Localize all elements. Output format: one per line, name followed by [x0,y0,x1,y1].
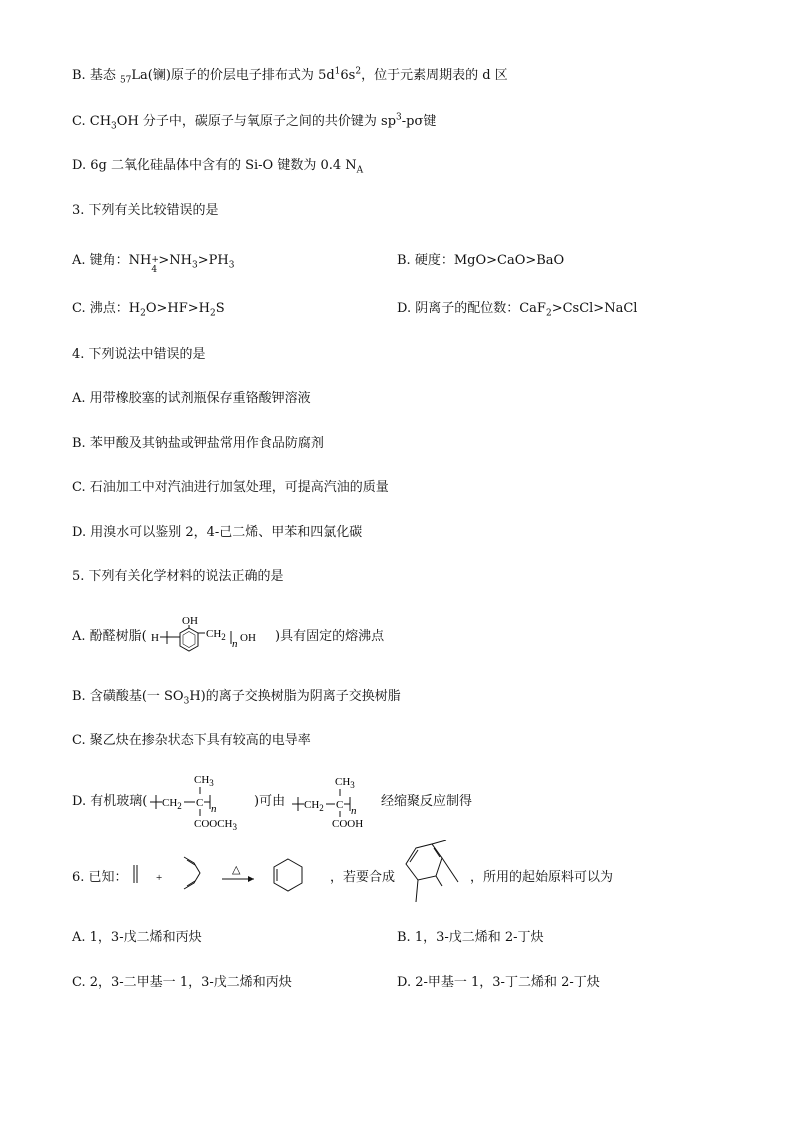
q6-option-d: D. 2-甲基一 1，3-丁二烯和 2-丁炔 [397,975,600,990]
q2-option-d: D. 6g 二氧化硅晶体中含有的 Si-O 键数为 0.4 $N_A$ [72,158,364,176]
heat-delta-label: △ [232,864,241,876]
repeat-n-label: n [232,638,238,650]
q3-option-a: A. 键角：NH + 4 $>NH_3>PH_3$ [72,253,235,275]
q2-option-c: C. $CH_3OH$ 分子中，碳原子与氧原子之间的共价键为 $sp^3-p\sigma$键 [72,112,437,132]
acid-n-label: n [351,805,357,817]
q3-stem: 3. 下列有关比较错误的是 [72,203,219,218]
pmma-ch2-label: $CH_2$ [162,797,182,811]
q6-stem-prefix: 6. 已知： [72,870,128,885]
q6-option-a: A. 1，3-戊二烯和丙炔 [72,930,202,945]
q5-option-d-suffix: 经缩聚反应制得 [381,794,473,809]
q6-option-b: B. 1，3-戊二烯和 2-丁炔 [397,930,544,945]
q6-stem-middle: ，若要合成 [330,870,396,885]
phenolic-resin-structure [151,612,275,664]
q5-option-b: B. 含磺酸基(一 $SO_3H$)的离子交换树脂为阴离子交换树脂 [72,689,401,707]
acid-ch2-label: $CH_2$ [304,799,324,813]
pmma-structure [150,772,250,830]
end-h-label: H [151,632,159,644]
pmma-methyl-label: $CH_3$ [194,774,214,788]
q3-option-b: B. 硬度：MgO>CaO>BaO [397,253,565,268]
methacrylic-acid-structure [292,774,376,828]
cyclohexene-ring [274,859,302,891]
q5-stem: 5. 下列有关化学材料的说法正确的是 [72,569,284,584]
q5-option-d-prefix: D. 有机玻璃( [72,794,148,809]
plus-sign: + [156,872,163,884]
q4-option-c: C. 石油加工中对汽油进行加氢处理，可提高汽油的质量 [72,480,389,495]
acid-c-label: C [336,799,344,811]
q6-stem-suffix: ，所用的起始原料可以为 [470,870,614,885]
acid-cooh-label: COOH [332,818,364,828]
q3-option-d: D. 阴离子的配位数：CaF$_2$>CsCl>NaCl [397,301,638,319]
methylene-label: $CH_2$ [206,628,226,642]
q5-option-c: C. 聚乙炔在掺杂状态下具有较高的电导率 [72,733,311,748]
q4-option-b: B. 苯甲酸及其钠盐或钾盐常用作食品防腐剂 [72,436,324,451]
q4-option-d: D. 用溴水可以鉴别 2，4-己二烯、甲苯和四氯化碳 [72,525,363,540]
pmma-c-label: C [196,797,204,809]
q5-option-a-suffix: )具有固定的熔沸点 [275,629,385,644]
q3-option-c: C. 沸点：$H_2O>HF>H_2S$ [72,301,225,319]
q5-option-a-prefix: A. 酚醛树脂( [72,629,147,644]
phenol-oh-label: OH [182,615,198,627]
q6-option-c: C. 2，3-二甲基一 1，3-戊二烯和丙炔 [72,975,292,990]
pmma-ester-label: $COOCH_3$ [194,818,238,830]
q5-option-d-middle: )可由 [254,794,286,809]
diels-alder-reaction [128,845,328,903]
target-product-structure [396,840,462,908]
pmma-n-label: n [211,803,217,815]
end-oh-label: OH [240,632,256,644]
butadiene-chain [184,857,200,889]
acid-methyl-label: $CH_3$ [335,776,355,790]
q2-option-b: B. 基态 $_{57}$La(镧)原子的价层电子排布式为 $5d^16s^2$，位于元素周期表的 d 区 [72,66,508,86]
q4-stem: 4. 下列说法中错误的是 [72,347,206,362]
q4-option-a: A. 用带橡胶塞的试剂瓶保存重铬酸钾溶液 [72,391,311,406]
